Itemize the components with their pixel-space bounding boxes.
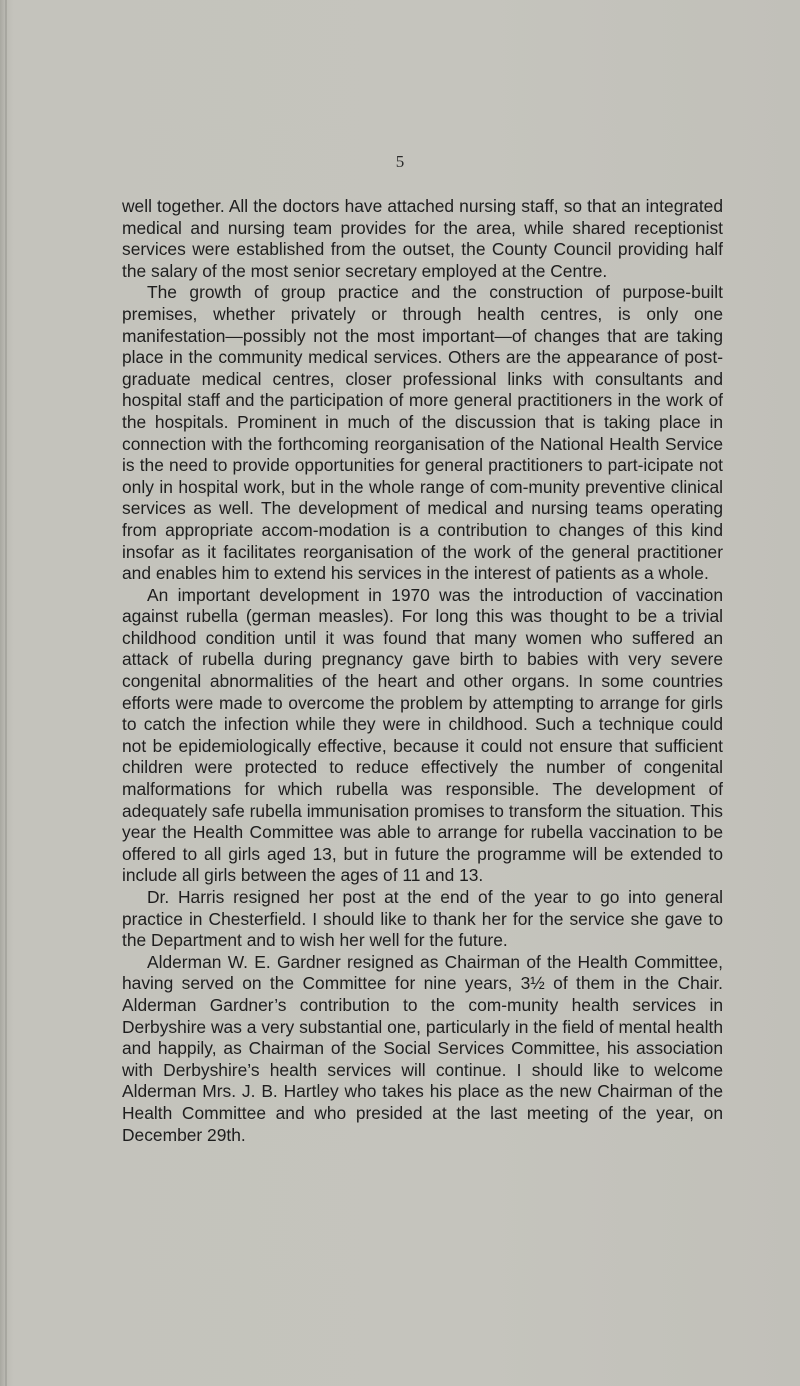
paragraph-dr-harris: Dr. Harris resigned her post at the end of the year to go into general practice in Chesterfield. I should like to thank her for the service she gave to the Department and to wish her well for the future. <box>122 887 723 951</box>
page-number: 5 <box>395 152 405 171</box>
paragraph-group-practice: The growth of group practice and the construction of purpose-built premises, whether privately or through health centres, is only one manifestation—possibly not the most important—of changes that are taking place in the community medical services. Others are the appearance of post-graduate medical centres, closer professional links with consultants and hospital staff and the participation of more general practitioners in the work of the hospitals. Prominent in much of the discussion that is taking place in connection with the forthcoming reorganisation of the National Health Service is the need to provide opportunities for general practitioners to part-icipate not only in hospital work, but in the whole range of com-munity preventive clinical services as well. The development of medical and nursing teams operating from appropriate accom-modation is a contribution to changes of this kind insofar as it facilitates reorganisation of the work of the general practitioner and enables him to extend his services in the interest of patients as a whole. <box>122 282 723 584</box>
page-edge-shadow <box>5 0 7 1386</box>
paragraph-rubella-vaccination: An important development in 1970 was the introduction of vaccination against rubella (german measles). For long this was thought to be a trivial childhood condition until it was found that many women who suffered an attack of rubella during pregnancy gave birth to babies with very severe congenital abnormalities of the heart and other organs. In some countries efforts were made to overcome the problem by attempting to arrange for girls to catch the infection while they were in childhood. Such a technique could not be epidemiologically effective, because it could not ensure that sufficient children were protected to reduce effectively the number of congenital malformations for which rubella was responsible. The development of adequately safe rubella immunisation promises to transform the situation. This year the Health Committee was able to arrange for rubella vaccination to be offered to all girls aged 13, but in future the programme will be extended to include all girls between the ages of 11 and 13. <box>122 584 723 886</box>
body-text <box>122 196 723 1146</box>
paragraph-alderman-gardner: Alderman W. E. Gardner resigned as Chairman of the Health Committee, having served on the Committee for nine years, 3½ of them in the Chair. Alderman Gardner’s contribution to the com-munity health services in Derbyshire was a very substantial one, particularly in the field of mental health and happily, as Chairman of the Social Services Committee, his association with Derbyshire’s health services will continue. I should like to welcome Alderman Mrs. J. B. Hartley who takes his place as the new Chairman of the Health Committee and who presided at the last meeting of the year, on December 29th. <box>122 951 723 1145</box>
paragraph-continuation: well together. All the doctors have attached nursing staff, so that an integrated medical and nursing team provides for the area, while shared receptionist services were established from the outset, the County Council providing half the salary of the most senior secretary employed at the Centre. <box>122 196 723 281</box>
